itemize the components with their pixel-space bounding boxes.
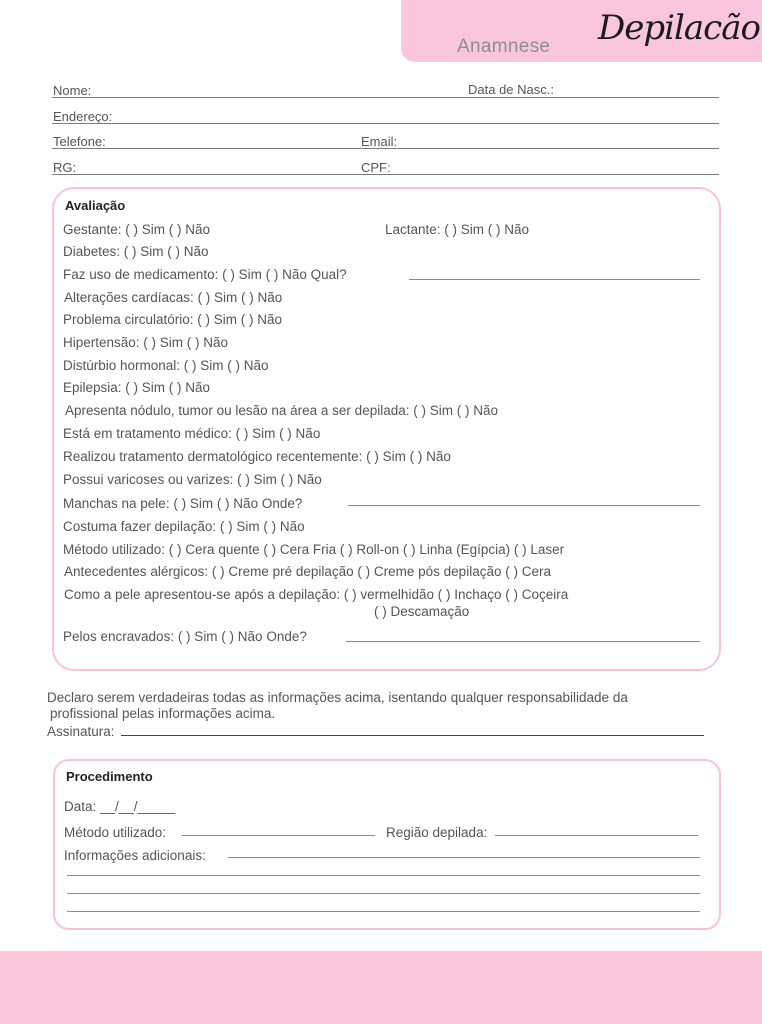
nodulo-question[interactable]: Apresenta nódulo, tumor ou lesão na área a ser depilada: ( ) Sim ( ) Não: [65, 403, 498, 418]
endereco-field[interactable]: [52, 123, 719, 124]
declaracao-line1: Declaro serem verdadeiras todas as informações acima, isentando qualquer responsabilidade da: [47, 690, 628, 705]
informacoes-line[interactable]: [67, 893, 700, 894]
page-subtitle: Anamnese: [457, 36, 551, 57]
telefone-label: Telefone:: [53, 134, 106, 149]
lactante-question[interactable]: Lactante: ( ) Sim ( ) Não: [385, 222, 530, 237]
epilepsia-question[interactable]: Epilepsia: ( ) Sim ( ) Não: [63, 380, 211, 395]
dermatologico-question[interactable]: Realizou tratamento dermatológico recentemente: ( ) Sim ( ) Não: [63, 449, 451, 464]
metodo-field[interactable]: [182, 835, 375, 836]
manchas-onde-field[interactable]: [348, 505, 700, 506]
footer-band: [0, 951, 762, 1024]
data-nasc-label: Data de Nasc.:: [468, 82, 554, 97]
cardiacas-question[interactable]: Alterações cardíacas: ( ) Sim ( ) Não: [64, 290, 283, 305]
hormonal-question[interactable]: Distúrbio hormonal: ( ) Sim ( ) Não: [63, 358, 269, 373]
hipertensao-question[interactable]: Hipertensão: ( ) Sim ( ) Não: [63, 335, 229, 350]
encravados-onde-field[interactable]: [346, 641, 700, 642]
informacoes-line[interactable]: [67, 911, 700, 912]
informacoes-field[interactable]: [228, 857, 700, 858]
data-field[interactable]: Data: __/__/_____: [64, 799, 176, 814]
regiao-field[interactable]: [495, 835, 698, 836]
assinatura-field[interactable]: [121, 735, 704, 736]
medicamento-question[interactable]: Faz uso de medicamento: ( ) Sim ( ) Não Qual?: [63, 267, 347, 282]
endereco-label: Endereço:: [53, 109, 113, 124]
regiao-label: Região depilada:: [386, 825, 488, 840]
nome-label: Nome:: [53, 83, 92, 98]
alergicos-question[interactable]: Antecedentes alérgicos: ( ) Creme pré depilação ( ) Creme pós depilação ( ) Cera: [64, 564, 551, 579]
nome-field[interactable]: [52, 97, 719, 98]
email-label: Email:: [361, 134, 398, 149]
pele-question[interactable]: Como a pele apresentou-se após a depilação: ( ) vermelhidão ( ) Inchaço ( ) Coçeira: [64, 587, 569, 602]
metodo-question[interactable]: Método utilizado: ( ) Cera quente ( ) Cera Fria ( ) Roll-on ( ) Linha (Egípcia) ( ) Laser: [63, 542, 565, 557]
cpf-label: CPF:: [361, 160, 391, 175]
varizes-question[interactable]: Possui varicoses ou varizes: ( ) Sim ( ) Não: [63, 472, 322, 487]
informacoes-label: Informações adicionais:: [64, 848, 206, 863]
gestante-question[interactable]: Gestante: ( ) Sim ( ) Não: [63, 222, 211, 237]
metodo-label: Método utilizado:: [64, 825, 167, 840]
medicamento-qual-field[interactable]: [409, 279, 700, 280]
tratamento-question[interactable]: Está em tratamento médico: ( ) Sim ( ) Não: [63, 426, 321, 441]
costuma-question[interactable]: Costuma fazer depilação: ( ) Sim ( ) Não: [63, 519, 305, 534]
declaracao-line2: profissional pelas informações acima.: [50, 706, 276, 721]
page-title: Depilacão: [598, 8, 760, 48]
circulatorio-question[interactable]: Problema circulatório: ( ) Sim ( ) Não: [63, 312, 283, 327]
procedimento-title: Procedimento: [66, 769, 153, 784]
procedimento-box: [53, 759, 721, 930]
rg-label: RG:: [53, 160, 77, 175]
descamacao-option[interactable]: ( ) Descamação: [374, 604, 470, 619]
assinatura-label: Assinatura:: [47, 724, 115, 739]
avaliacao-title: Avaliação: [65, 198, 126, 213]
encravados-question[interactable]: Pelos encravados: ( ) Sim ( ) Não Onde?: [63, 629, 307, 644]
diabetes-question[interactable]: Diabetes: ( ) Sim ( ) Não: [63, 244, 209, 259]
manchas-question[interactable]: Manchas na pele: ( ) Sim ( ) Não Onde?: [63, 496, 303, 511]
informacoes-line[interactable]: [67, 875, 700, 876]
